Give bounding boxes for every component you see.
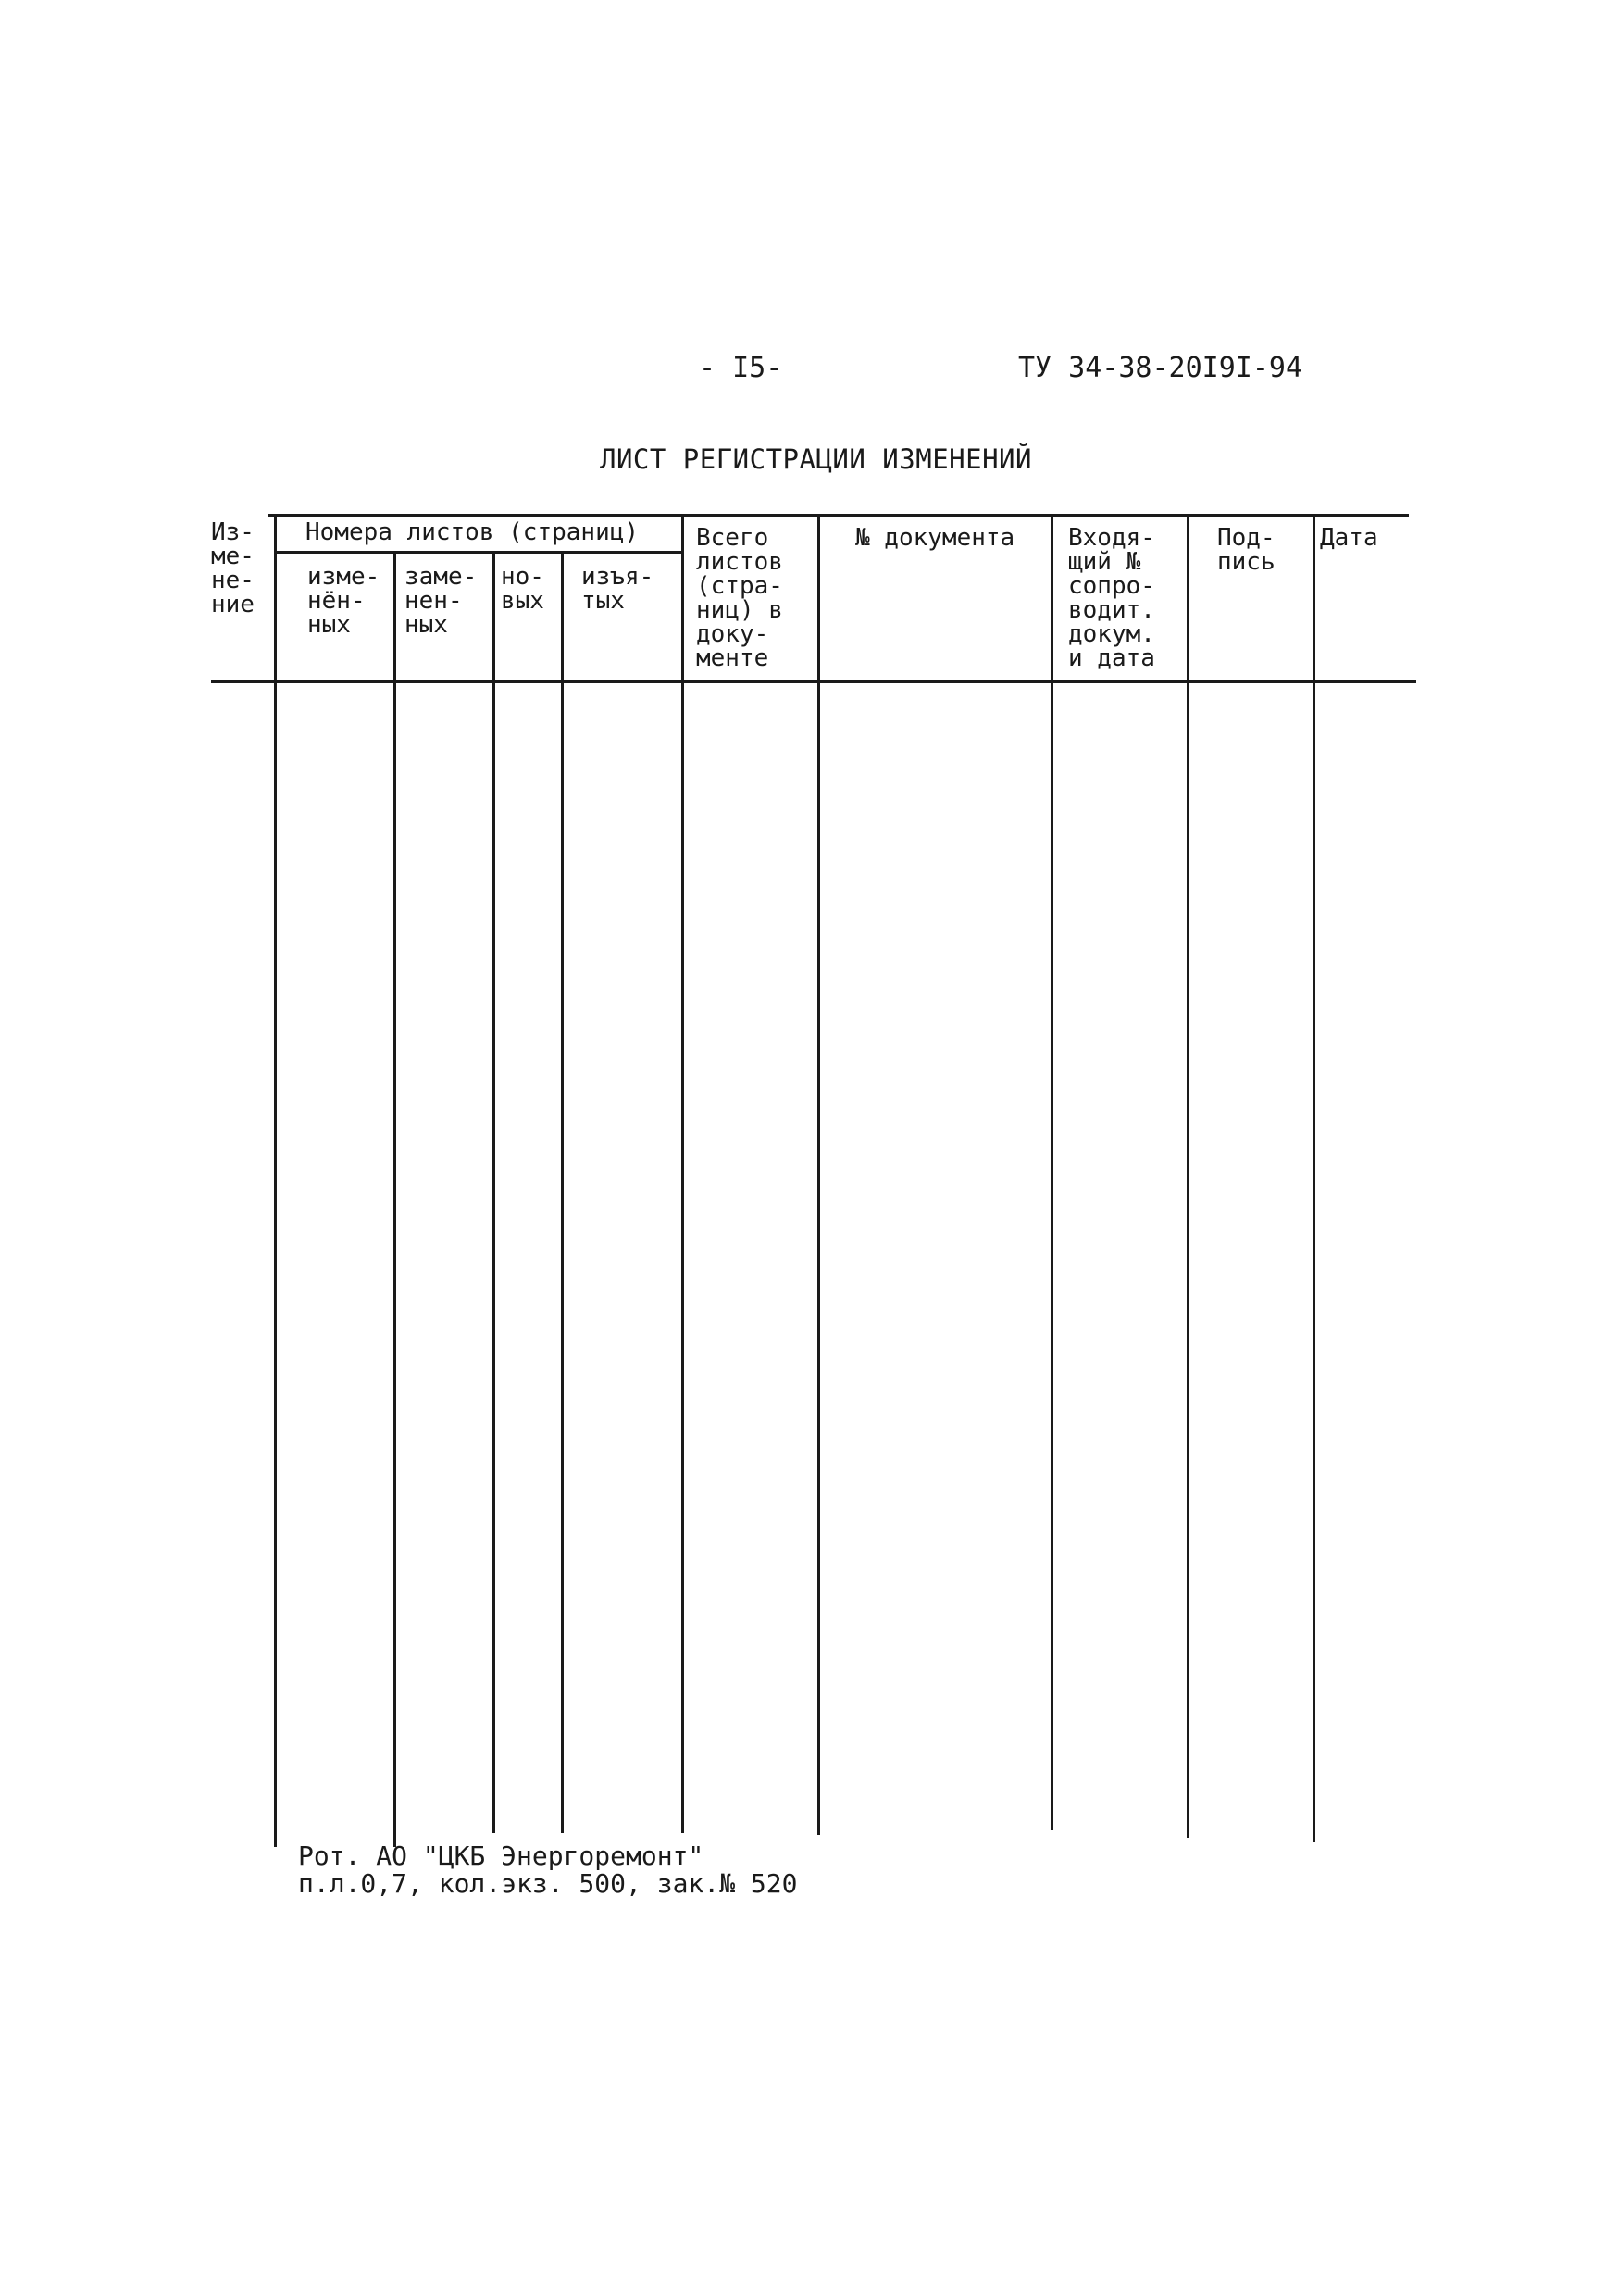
column-divider-1 [274,514,277,1847]
header-new: но- вых [501,563,544,615]
header-changed: изме- нён- ных [307,563,380,639]
page-number: - I5- [699,352,783,384]
column-divider-8 [1187,514,1189,1838]
column-divider-3 [492,551,495,1833]
header-date: Дата [1320,524,1378,552]
header-incoming-doc: Входя- щий № сопро- водит. докум. и дата [1068,524,1155,672]
header-bottom-rule [211,680,1416,683]
page-title: ЛИСТ РЕГИСТРАЦИИ ИЗМЕНЕНИЙ [600,443,1032,475]
column-divider-4 [561,551,564,1833]
header-withdrawn: изъя- тых [581,563,654,615]
header-doc-number: № документа [855,524,1015,552]
column-divider-7 [1051,514,1053,1830]
header-signature: Под- пись [1217,524,1276,576]
header-change: Из- ме- не- ние [211,518,255,618]
group-header-rule [274,551,681,554]
column-divider-6 [817,514,820,1835]
print-info-line-1: Рот. АО "ЦКБ Энергоремонт" [298,1841,704,1871]
column-divider-5 [681,514,684,1833]
column-divider-2 [393,551,396,1847]
table-top-rule [268,514,1409,517]
print-info-line-2: п.л.0,7, кол.экз. 500, зак.№ 520 [298,1868,798,1899]
header-total-sheets: Всего листов (стра- ниц) в доку- менте [696,524,783,672]
column-divider-9 [1313,514,1315,1842]
header-sheet-numbers: Номера листов (страниц) [305,518,640,546]
header-replaced: заме- нен- ных [404,563,478,639]
document-code: ТУ 34-38-20I9I-94 [1018,352,1303,384]
